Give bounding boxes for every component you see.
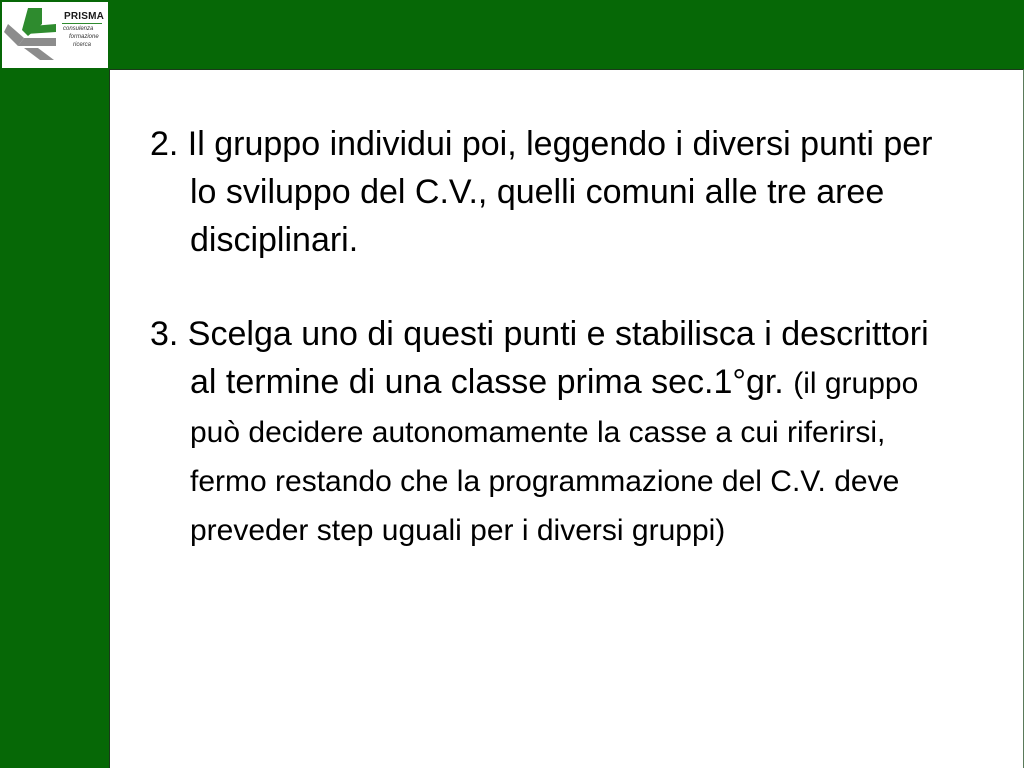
logo-tagline-1: consulenza — [63, 26, 94, 32]
paragraph-step-2-text: 2. Il gruppo individui poi, leggendo i diversi punti per lo sviluppo del C.V., quelli comuni alle tre aree disciplinari. — [150, 125, 933, 259]
paragraph-step-3-note: (il gruppo può decidere autonomamente la casse a cui riferirsi, fermo restando che la programmazione del C.V. deve preveder step uguali per i diversi gruppi) — [190, 367, 919, 547]
logo-tagline-2: formazione — [69, 34, 99, 40]
prisma-logo — [2, 2, 108, 68]
logo-tagline-3: ricerca — [73, 42, 92, 48]
logo-brand-name: PRISMA — [64, 11, 105, 22]
paragraph-step-3-text: 3. Scelga uno di questi punti e stabilisca i descrittori al termine di una classe prima sec.1°gr. — [150, 315, 929, 401]
left-sidebar-band — [0, 0, 110, 768]
logo-divider — [62, 23, 102, 24]
paragraph-step-3 — [150, 310, 950, 554]
top-header-band — [0, 0, 1024, 70]
paragraph-step-2 — [150, 120, 950, 264]
slide-body — [150, 120, 950, 554]
